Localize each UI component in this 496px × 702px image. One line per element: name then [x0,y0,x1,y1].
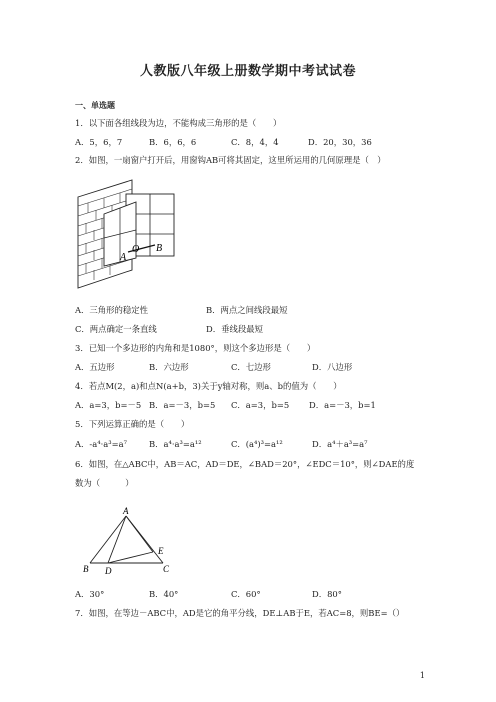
q2-option-d: D．垂线段最短 [206,324,263,334]
q2-option-a: A．三角形的稳定性 [75,305,149,315]
page-number: 1 [419,671,425,680]
q3-option-b: B．六边形 [149,362,189,372]
figure-label-a2: A [123,506,129,516]
question-6-stem: 6．如图，在△ABC中，AB＝AC，AD＝DE，∠BAD＝20°，∠EDC＝10°，则∠DAE的度 [75,459,415,469]
section-heading: 一、单选题 [75,100,115,110]
q6-option-a: A．30° [75,589,105,599]
q5-option-c: C．(a⁴)³=a¹² [231,439,283,449]
triangle-figure [80,506,180,578]
figure-label-e: E [158,546,164,556]
q5-option-d: D．a⁴＋a³=a⁷ [312,439,368,449]
figure-label-d: D [105,566,112,576]
question-3-stem: 3．已知一个多边形的内角和是1080°，则这个多边形是（ ） [75,343,316,353]
question-6-stem-cont: 数为（ ） [75,478,134,488]
q3-option-a: A．五边形 [75,362,115,372]
q1-option-c: C．8，4，4 [231,137,279,147]
question-7-stem: 7．如图，在等边－ABC中，AD是它的角平分线，DE⊥AB于E，若AC=8，则BE=（） [75,608,405,618]
question-1-stem: 1．以下面各组线段为边，不能构成三角形的是（ ） [75,118,282,128]
question-4-stem: 4．若点M(2，a)和点N(a+b，3)关于y轴对称，则a、b的值为（ ） [75,381,342,391]
q4-option-c: C．a=3，b=5 [231,400,290,410]
figure-label-a: A [120,252,127,263]
window-figure [76,172,180,296]
q1-option-a: A．5，6，7 [75,137,123,147]
q2-option-b: B．两点之间线段最短 [206,305,288,315]
figure-label-b2: B [83,564,89,574]
figure-label-o: O [132,244,140,255]
figure-label-c: C [163,564,170,574]
q3-option-c: C．七边形 [231,362,271,372]
q4-option-d: D．a=－3，b=1 [309,400,376,410]
q4-option-a: A．a=3，b=－5 [75,400,142,410]
q3-option-d: D．八边形 [312,362,353,372]
question-5-stem: 5．下列运算正确的是（ ） [75,419,190,429]
q5-option-b: B．a⁴·a³=a¹² [149,439,202,449]
question-2-stem: 2．如图，一扇窗户打开后，用窗钩AB可将其固定，这里所运用的几何原理是（ ） [75,155,386,165]
q2-option-c: C．两点确定一条直线 [75,324,157,334]
page-title: 人教版八年级上册数学期中考试试卷 [139,64,356,79]
q4-option-b: B．a=－3，b=5 [149,400,216,410]
q1-option-b: B．6，6，6 [149,137,197,147]
figure-label-b: B [156,243,163,254]
q1-option-d: D．20，30，36 [308,137,372,147]
q6-option-c: C．60° [231,589,261,599]
q6-option-b: B．40° [149,589,179,599]
q6-option-d: D．80° [312,589,342,599]
q5-option-a: A．-a⁴·a³=a⁷ [75,439,127,449]
